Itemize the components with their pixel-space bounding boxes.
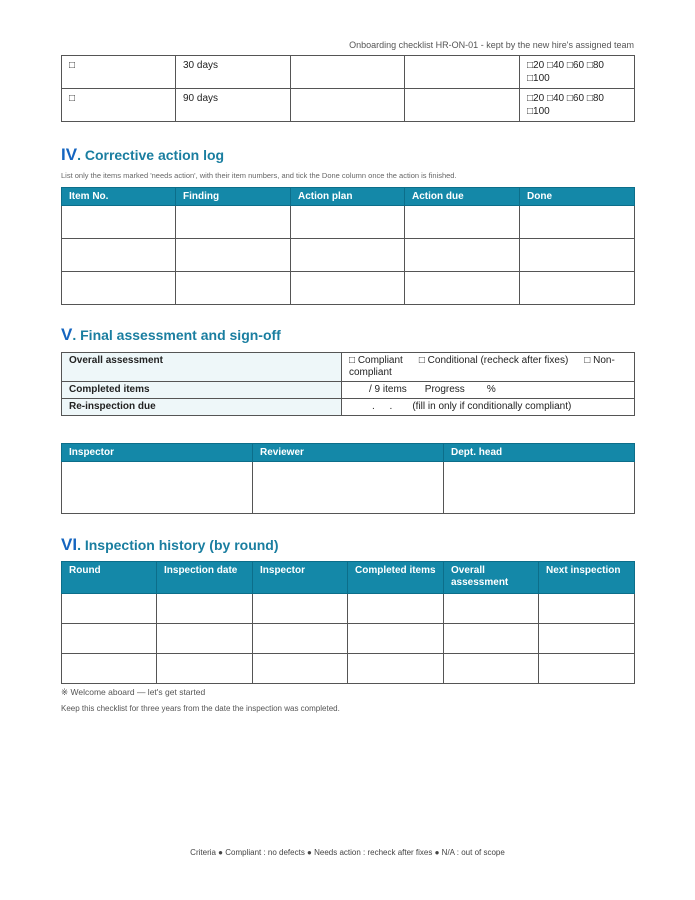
column-header: Inspector	[253, 562, 348, 594]
table-row	[62, 206, 635, 239]
blank-cell[interactable]	[348, 654, 444, 684]
blank-cell[interactable]	[157, 654, 253, 684]
blank-cell[interactable]	[444, 654, 539, 684]
blank-cell[interactable]	[520, 206, 635, 239]
progress-table	[61, 55, 635, 122]
progress-options[interactable]: □20 □40 □60 □80	[527, 60, 604, 71]
blank-cell[interactable]	[291, 272, 405, 305]
reinspection-date-dots[interactable]: . .	[372, 401, 399, 412]
period-cell: 90 days	[176, 89, 291, 122]
option-non-compliant[interactable]: □ Non-compliant	[349, 355, 615, 378]
inspection-history-table	[61, 561, 635, 684]
signoff-table	[61, 443, 635, 514]
blank-cell[interactable]	[253, 654, 348, 684]
table-row	[62, 353, 635, 382]
blank-cell[interactable]	[405, 239, 520, 272]
table-header-row	[62, 562, 635, 594]
document-header: Onboarding checklist HR-ON-01 - kept by the new hire's assigned team	[349, 40, 634, 50]
blank-cell[interactable]	[157, 594, 253, 624]
blank-cell[interactable]	[539, 624, 635, 654]
blank-cell[interactable]	[62, 206, 176, 239]
blank-cell[interactable]	[291, 89, 405, 122]
overall-assessment-label: Overall assessment	[62, 353, 342, 382]
signature-box[interactable]	[62, 462, 253, 514]
blank-cell[interactable]	[62, 239, 176, 272]
blank-cell[interactable]	[291, 239, 405, 272]
corrective-action-table	[61, 187, 635, 305]
blank-cell[interactable]	[348, 594, 444, 624]
reinspection-label: Re-inspection due	[62, 399, 342, 416]
signature-box[interactable]	[253, 462, 444, 514]
blank-cell[interactable]	[176, 272, 291, 305]
blank-cell[interactable]	[253, 624, 348, 654]
blank-cell[interactable]	[405, 272, 520, 305]
blank-cell[interactable]	[520, 239, 635, 272]
blank-cell[interactable]	[157, 624, 253, 654]
blank-cell[interactable]	[539, 654, 635, 684]
blank-cell[interactable]	[405, 206, 520, 239]
table-row	[62, 239, 635, 272]
criteria-legend: Criteria ● Compliant : no defects ● Needs action : recheck after fixes ● N/A : out of scope	[190, 848, 505, 857]
reinspection-field[interactable]	[342, 399, 635, 416]
blank-cell[interactable]	[348, 624, 444, 654]
completed-items-count[interactable]: / 9 items	[369, 384, 407, 395]
blank-cell[interactable]	[176, 239, 291, 272]
blank-cell[interactable]	[62, 272, 176, 305]
column-header: Action plan	[291, 188, 405, 206]
blank-cell[interactable]	[176, 206, 291, 239]
table-row	[62, 654, 635, 684]
progress-options-cell[interactable]	[520, 89, 635, 122]
section-5-title: V. Final assessment and sign-off	[61, 325, 281, 344]
signer-header: Dept. head	[444, 444, 635, 462]
blank-cell[interactable]	[539, 594, 635, 624]
reinspection-note: (fill in only if conditionally compliant)	[412, 401, 572, 412]
column-header: Done	[520, 188, 635, 206]
table-row	[62, 56, 635, 89]
completed-items-field[interactable]	[342, 382, 635, 399]
blank-cell[interactable]	[405, 56, 520, 89]
period-cell: 30 days	[176, 56, 291, 89]
column-header: Finding	[176, 188, 291, 206]
table-row	[62, 624, 635, 654]
table-header-row	[62, 188, 635, 206]
blank-cell[interactable]	[62, 654, 157, 684]
table-row	[62, 382, 635, 399]
column-header: Completed items	[348, 562, 444, 594]
retention-note: Keep this checklist for three years from the date the inspection was completed.	[61, 704, 340, 713]
table-row	[62, 272, 635, 305]
blank-cell[interactable]	[520, 272, 635, 305]
signature-box[interactable]	[444, 462, 635, 514]
section-6-title: VI. Inspection history (by round)	[61, 535, 279, 554]
section-4-note: List only the items marked 'needs action', with their item numbers, and tick the Done column once the action is finished.	[61, 171, 457, 180]
blank-cell[interactable]	[62, 594, 157, 624]
table-row	[62, 399, 635, 416]
progress-options-cell[interactable]	[520, 56, 635, 89]
progress-option-100[interactable]: □100	[527, 73, 550, 84]
column-header: Inspection date	[157, 562, 253, 594]
option-conditional[interactable]: □ Conditional (recheck after fixes)	[418, 355, 569, 366]
table-row	[62, 462, 635, 514]
blank-cell[interactable]	[291, 56, 405, 89]
completed-items-label: Completed items	[62, 382, 342, 399]
table-row	[62, 89, 635, 122]
overall-assessment-options[interactable]	[342, 353, 635, 382]
signer-header: Inspector	[62, 444, 253, 462]
welcome-note: ※ Welcome aboard — let's get started	[61, 687, 206, 697]
blank-cell[interactable]	[291, 206, 405, 239]
blank-cell[interactable]	[444, 594, 539, 624]
blank-cell[interactable]	[62, 624, 157, 654]
table-header-row	[62, 444, 635, 462]
table-row	[62, 594, 635, 624]
column-header: Overall assessment	[444, 562, 539, 594]
row-checkbox[interactable]: □	[62, 89, 176, 122]
row-checkbox[interactable]: □	[62, 56, 176, 89]
progress-option-100[interactable]: □100	[527, 106, 550, 117]
progress-label: Progress	[424, 384, 465, 395]
blank-cell[interactable]	[253, 594, 348, 624]
option-compliant[interactable]: □ Compliant	[349, 355, 403, 366]
progress-options[interactable]: □20 □40 □60 □80	[527, 93, 604, 104]
column-header: Action due	[405, 188, 520, 206]
section-4-title: IV. Corrective action log	[61, 145, 225, 164]
final-assessment-table	[61, 352, 635, 416]
column-header: Item No.	[62, 188, 176, 206]
progress-unit[interactable]: %	[486, 384, 496, 395]
signer-header: Reviewer	[253, 444, 444, 462]
blank-cell[interactable]	[444, 624, 539, 654]
blank-cell[interactable]	[405, 89, 520, 122]
column-header: Next inspection	[539, 562, 635, 594]
column-header: Round	[62, 562, 157, 594]
